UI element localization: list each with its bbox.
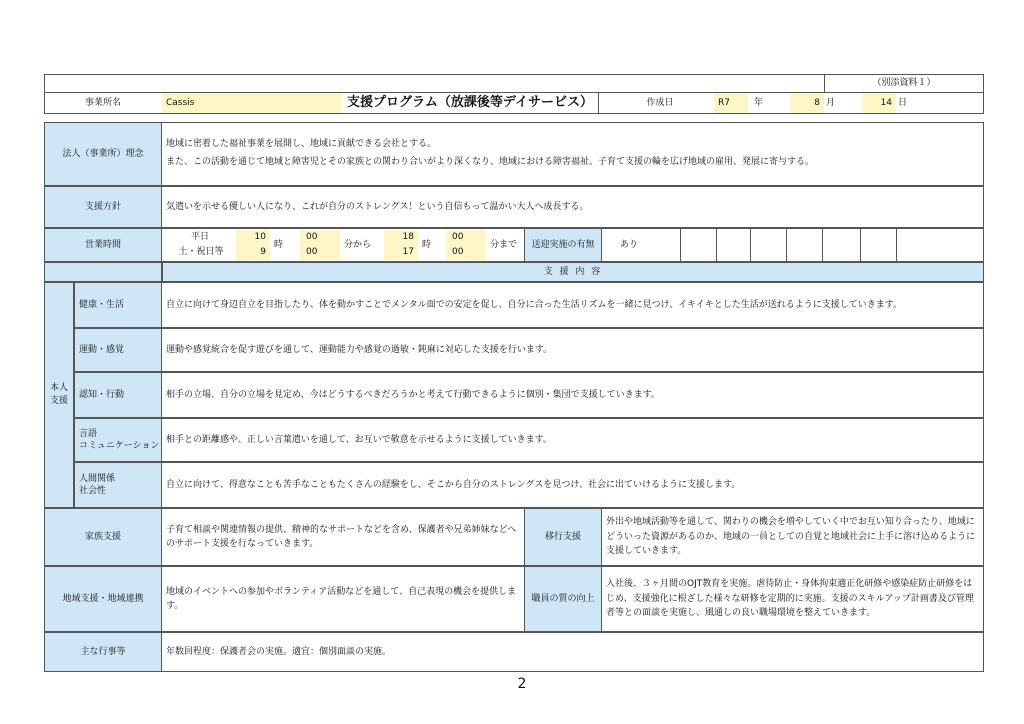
personal-support-item-text: 自立に向けて身辺自立を目指したり、体を動かすことでメンタル面での安定を促し、自分に合った生活リズムを一緒に見つけ、イキイキとした生活が送れるように支援していきます。: [166, 299, 903, 310]
grid-line: [750, 228, 751, 262]
office-label: 事業所名: [84, 97, 121, 108]
page-title: 支援プログラム（放課後等デイサービス）: [347, 94, 593, 110]
events-label: 主な行事等: [44, 632, 162, 672]
start-min-holiday: 00: [306, 247, 318, 258]
personal-support-item-label: 認知・行動: [74, 372, 162, 418]
end-min-holiday: 00: [452, 247, 464, 258]
personal-support-item-label: 人間関係 社会性: [74, 462, 162, 508]
personal-support-item-label: 言語 コミュニケーション: [74, 418, 162, 462]
events-text: 年数回程度：保護者会の実施。適宜：個別面談の実施。: [166, 646, 392, 657]
start-hour-holiday: 9: [260, 247, 266, 258]
month: 8: [814, 97, 820, 108]
start-min-weekday: 00: [306, 232, 318, 243]
transition-support-text: 外出や地域活動等を通して、関わりの機会を増やしていく中でお互い知り合ったり、地域にどういった資源があるのか、地域の一員としての自覚と地域社会に上手に溶け込めるように支援していきます。: [606, 517, 976, 557]
until-label: 分まで: [490, 239, 518, 250]
hours-label: 営業時間: [44, 228, 162, 262]
end-min-weekday: 00: [452, 232, 464, 243]
end-hour-weekday: 18: [402, 232, 414, 243]
grid-line: [896, 228, 897, 262]
era: R7: [718, 97, 730, 108]
grid-line: [822, 228, 823, 262]
day-unit: 日: [898, 97, 908, 108]
policy-label: 支援方針: [44, 186, 162, 228]
grid-line: [716, 228, 717, 262]
transition-support-label: 移行支援: [524, 508, 602, 566]
family-support-label: 家族支援: [44, 508, 162, 566]
month-unit: 月: [826, 97, 836, 108]
transport-value: あり: [620, 239, 639, 250]
page-number: 2: [517, 675, 527, 692]
policy-text: 気遣いを示せる優しい人になり、これが自分のストレングス！という自信もって温かい大人へ成長する。: [166, 201, 589, 212]
personal-support-item-label: 運動・感覚: [74, 328, 162, 372]
community-text: 地域のイベントへの参加やボランティア活動などを通して、自己表現の機会を提供します。: [166, 586, 517, 611]
personal-support-item-text: 自立に向けて、得意なことも苦手なこともたくさんの経験をし、そこから自分のストレングスを見つけ、社会に出ていけるように支援します。: [166, 479, 741, 490]
grid-line: [680, 228, 681, 262]
staff-quality-text: 入社後、３ヶ月間のOJT教育を実施。虐待防止・身体拘束適正化研修や感染症防止研修をはじめ、支援強化に根ざした様々な研修を定期的に実施。支援のスキルアップ計画書及び管理者等との面談を実施し、風通しの良い職場環境を整えていきます。: [606, 579, 974, 619]
end-hour-unit: 時: [422, 239, 432, 250]
from-label: 分から: [344, 239, 372, 250]
office-name: Cassis: [166, 97, 195, 108]
community-label: 地域支援・地域連携: [44, 566, 162, 632]
personal-support-item-label: 健康・生活: [74, 282, 162, 328]
grid-line: [786, 228, 787, 262]
personal-support-item-text: 運動や感覚統合を促す遊びを通して、運動能力や感覚の過敏・鈍麻に対応した支援を行います。: [166, 344, 553, 355]
start-hour-weekday: 10: [254, 232, 266, 243]
attachment-label: （別添資料１）: [872, 78, 936, 89]
support-content-header: 支 援 内 容: [162, 262, 984, 282]
holiday-label: 土・祝日等: [178, 247, 224, 258]
end-hour-holiday: 17: [402, 247, 414, 258]
philosophy-label: 法人（事業所）理念: [44, 122, 162, 186]
support-header-left: [44, 262, 162, 282]
transport-label: 送迎実施の有無: [524, 228, 602, 262]
family-support-text: 子育て相談や関連情報の提供、精神的なサポートなどを含め、保護者や兄弟姉妹などへのサポート支援を行なっていきます。: [166, 524, 517, 549]
day: 14: [880, 97, 892, 108]
weekday-label: 平日: [190, 232, 209, 243]
staff-quality-label: 職員の質の向上: [524, 566, 602, 632]
year-unit: 年: [754, 97, 764, 108]
philosophy-line2: また、この活動を通じて地域と障害児とその家族との関わり合いがより深くなり、地域における障害福祉、子育て支援の輪を広げ地域の雇用、発展に寄与する。: [166, 156, 815, 167]
grid-line: [860, 228, 861, 262]
philosophy-line1: 地域に密着した福祉事業を展開し、地域に貢献できる会社とする。: [166, 138, 437, 149]
personal-support-text: 本人支援: [49, 382, 68, 406]
personal-support-label: [44, 282, 74, 508]
personal-support-item-text: 相手の立場、自分の立場を見定め、今はどうするべきだろうかと考えて行動できるように個別・集団で支援していきます。: [166, 389, 660, 400]
created-label: 作成日: [646, 97, 674, 108]
personal-support-item-text: 相手との距離感や、正しい言葉遣いを通して、お互いで敬意を示せるように支援していきます。: [166, 434, 552, 445]
header-divider: [598, 92, 599, 114]
start-hour-unit: 時: [274, 239, 284, 250]
